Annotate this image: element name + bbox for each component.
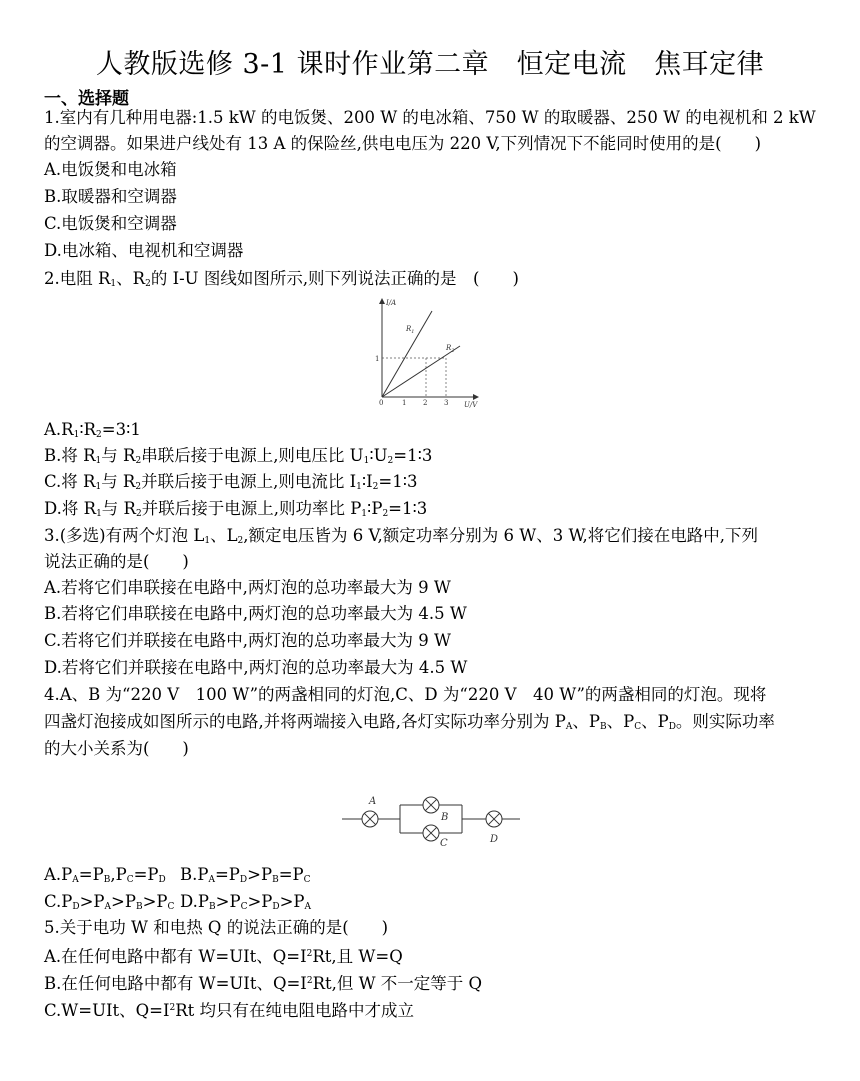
q2-option-d: D.将 $R_1$与 $R_2$并联后接于电源上,则功率比 $P_1∶P_2=1∶3$ xyxy=(44,499,428,519)
q2-stem: 2.电阻 $R_1$、$R_2$的 I-U 图线如图所示,则下列说法正确的是 ( ) xyxy=(44,269,519,289)
page-title: 人教版选修 3-1 课时作业第二章 恒定电流 焦耳定律 xyxy=(95,49,765,80)
q3-option-b: B.若将它们串联接在电路中,两灯泡的总功率最大为 4.5 W xyxy=(44,604,467,623)
line-r1 xyxy=(382,311,432,397)
iu-graph xyxy=(368,293,488,411)
q4-option-a: $A.P_A=P_B,P_C=P_D$ xyxy=(44,865,166,885)
q5-stem: 5.关于电功 W 和电热 Q 的说法正确的是( ) xyxy=(44,918,389,937)
q2-option-a: $A.R_1∶R_2=3∶1$ xyxy=(44,420,141,440)
q2-option-c: C.将 $R_1$与 $R_2$并联后接于电源上,则电流比 $I_1∶I_2=1∶3$ xyxy=(44,472,418,492)
q5-option-a: A.在任何电路中都有 W=UIt、$Q=I^2Rt$,且 W=Q xyxy=(44,947,403,966)
origin-label: 0 xyxy=(379,399,384,407)
q1-option-d: D.电冰箱、电视机和空调器 xyxy=(44,241,244,260)
q3-stem-line1: 3.(多选)有两个灯泡 $L_1$、$L_2$,额定电压皆为 6 V,额定功率分别为 6 W、3 W,将它们接在电路中,下列 xyxy=(44,526,759,546)
label-r2: $R_2$ xyxy=(446,344,455,354)
x-tick-2: 2 xyxy=(423,399,428,407)
section-heading: 一、选择题 xyxy=(44,89,129,109)
q1-stem-line1: 1.室内有几种用电器:1.5 kW 的电饭煲、200 W 的电冰箱、750 W 的取暖器、250 W 的电视机和 2 kW xyxy=(44,108,816,127)
x-tick-1: 1 xyxy=(402,399,407,407)
q3-stem-line2: 说法正确的是( ) xyxy=(44,552,189,571)
q1-stem-line2: 的空调器。如果进户线处有 13 A 的保险丝,供电电压为 220 V,下列情况下不能同时使用的是( ) xyxy=(44,134,762,153)
q4-option-c: $C.P_D>P_A>P_B>P_C$ xyxy=(44,892,175,912)
circuit-diagram xyxy=(338,790,523,848)
x-axis-label: U/V xyxy=(464,401,478,409)
y-axis-label: I/A xyxy=(386,299,397,307)
q1-option-c: C.电饭煲和空调器 xyxy=(44,214,177,233)
line-r2 xyxy=(382,346,460,397)
q1-option-a: A.电饭煲和电冰箱 xyxy=(44,160,177,179)
label-b: B xyxy=(441,812,449,823)
label-d: D xyxy=(490,834,499,845)
q2-option-b: B.将 $R_1$与 $R_2$串联后接于电源上,则电压比 $U_1∶U_2=1∶3$ xyxy=(44,446,433,466)
q4-stem-line1: 4.A、B 为“220 V 100 W”的两盏相同的灯泡,C、D 为“220 V 40 W”的两盏相同的灯泡。现将 xyxy=(44,685,767,704)
q4-stem-line2: 四盏灯泡接成如图所示的电路,并将两端接入电路,各灯实际功率分别为 $P_A$、$P_B$、$P_C$、$P_D$。则实际功率 xyxy=(44,712,775,732)
q4-stem-line3: 的大小关系为( ) xyxy=(44,739,189,758)
q5-option-b: B.在任何电路中都有 W=UIt、$Q=I^2Rt$,但 W 不一定等于 Q xyxy=(44,974,483,993)
q4-option-b: $B.P_A=P_D>P_B=P_C$ xyxy=(180,865,311,885)
q3-option-c: C.若将它们并联接在电路中,两灯泡的总功率最大为 9 W xyxy=(44,631,451,650)
q3-option-d: D.若将它们并联接在电路中,两灯泡的总功率最大为 4.5 W xyxy=(44,658,468,677)
x-tick-3: 3 xyxy=(444,399,449,407)
q1-option-b: B.取暖器和空调器 xyxy=(44,187,177,206)
label-c: C xyxy=(440,838,448,848)
q5-option-c: C.W=UIt、$Q=I^2Rt$ 均只有在纯电阻电路中才成立 xyxy=(44,1001,415,1020)
y-tick-1: 1 xyxy=(375,355,380,363)
label-r1: $R_1$ xyxy=(406,325,415,335)
q3-option-a: A.若将它们串联接在电路中,两灯泡的总功率最大为 9 W xyxy=(44,578,451,597)
label-a: A xyxy=(369,796,377,807)
q4-option-d: $D.P_B>P_C>P_D>P_A$ xyxy=(180,892,312,912)
